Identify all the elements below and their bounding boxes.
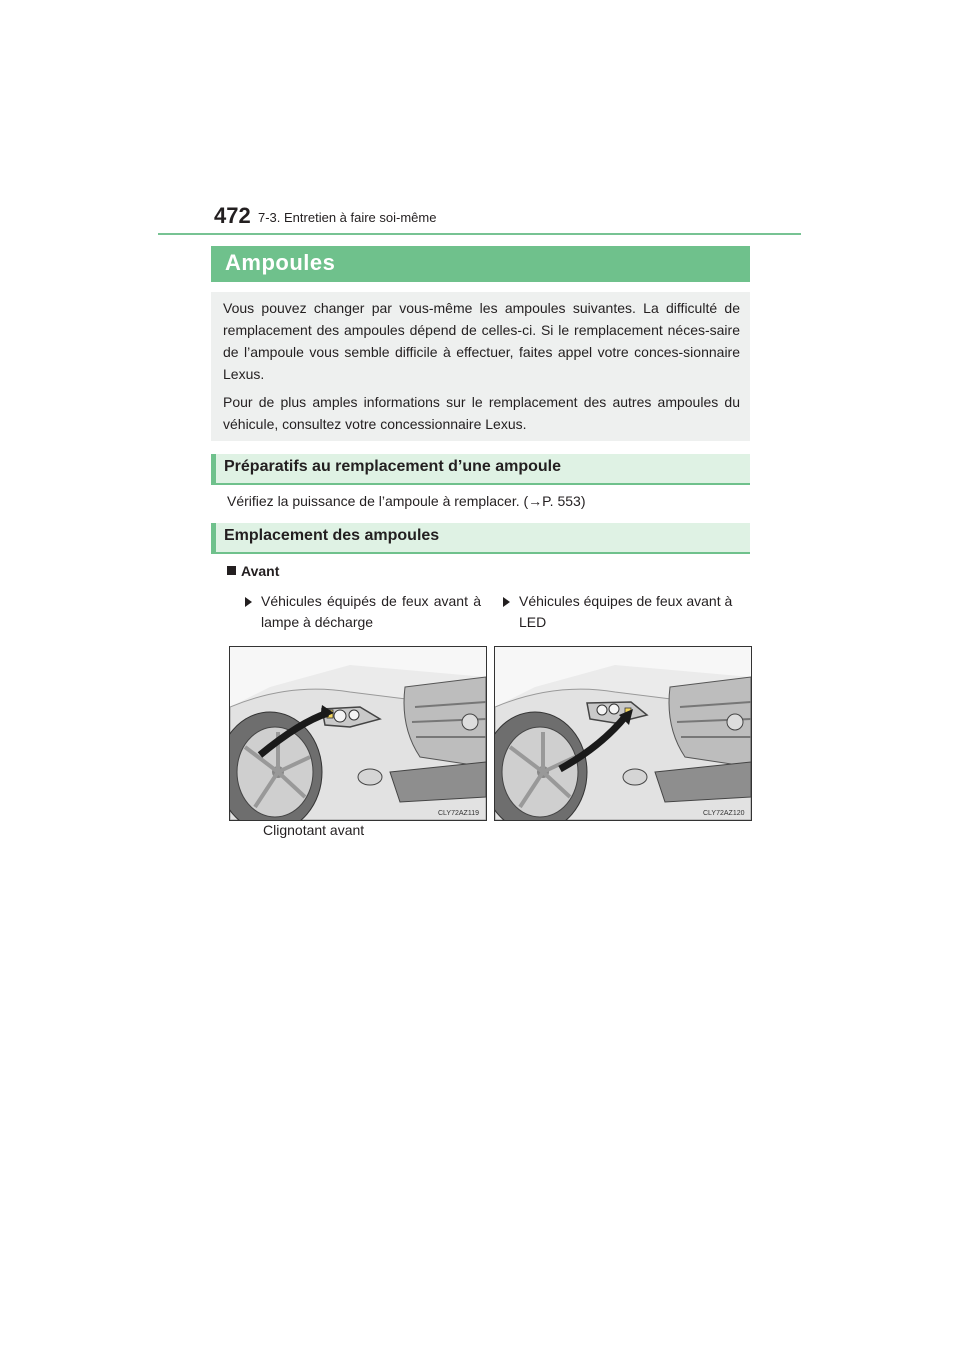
headlight-discharge-illustration [229, 646, 487, 821]
preparation-text: Vérifiez la puissance de l’ampoule à remplacer. (→P. 553) [227, 493, 586, 509]
headlight-led-illustration [494, 646, 752, 821]
image-code-left: CLY72AZ119 [438, 810, 479, 817]
triangle-bullet-icon [245, 597, 252, 607]
header-divider [158, 233, 801, 235]
subsection-location [211, 523, 750, 554]
subsection-location-heading: Emplacement des ampoules [224, 527, 440, 544]
figure-caption: Clignotant avant [263, 822, 365, 838]
intro-paragraph-1: Vous pouvez changer par vous-même les ampoules suivantes. La difficulté de remplacement des ampoules dépend de celles-ci. Si le remplacement néces-saire de l’ampoule vous semble difficile à effectuer, faites appel votre conces-sionnaire Lexus. [223, 300, 740, 382]
square-bullet-icon [227, 566, 236, 575]
triangle-bullet-icon [503, 597, 510, 607]
subsection-preparation [211, 454, 750, 485]
variant-right-label: Véhicules équipes de feux avant à LED [519, 593, 733, 630]
variant-left-label: Véhicules équipés de feux avant à lampe à décharge [261, 593, 481, 630]
page-number: 472 [214, 203, 251, 228]
subheading-avant: Avant [241, 563, 280, 579]
section-path: 7-3. Entretien à faire soi-même [258, 210, 437, 225]
subsection-preparation-heading: Préparatifs au remplacement d’une ampoule [224, 458, 561, 475]
title-bar [211, 246, 750, 282]
intro-box [211, 292, 750, 441]
page-title: Ampoules [225, 250, 336, 275]
image-code-right: CLY72AZ120 [703, 810, 745, 817]
intro-paragraph-2: Pour de plus amples informations sur le remplacement des autres ampoules du véhicule, consultez votre concessionnaire Lexus. [223, 394, 740, 432]
